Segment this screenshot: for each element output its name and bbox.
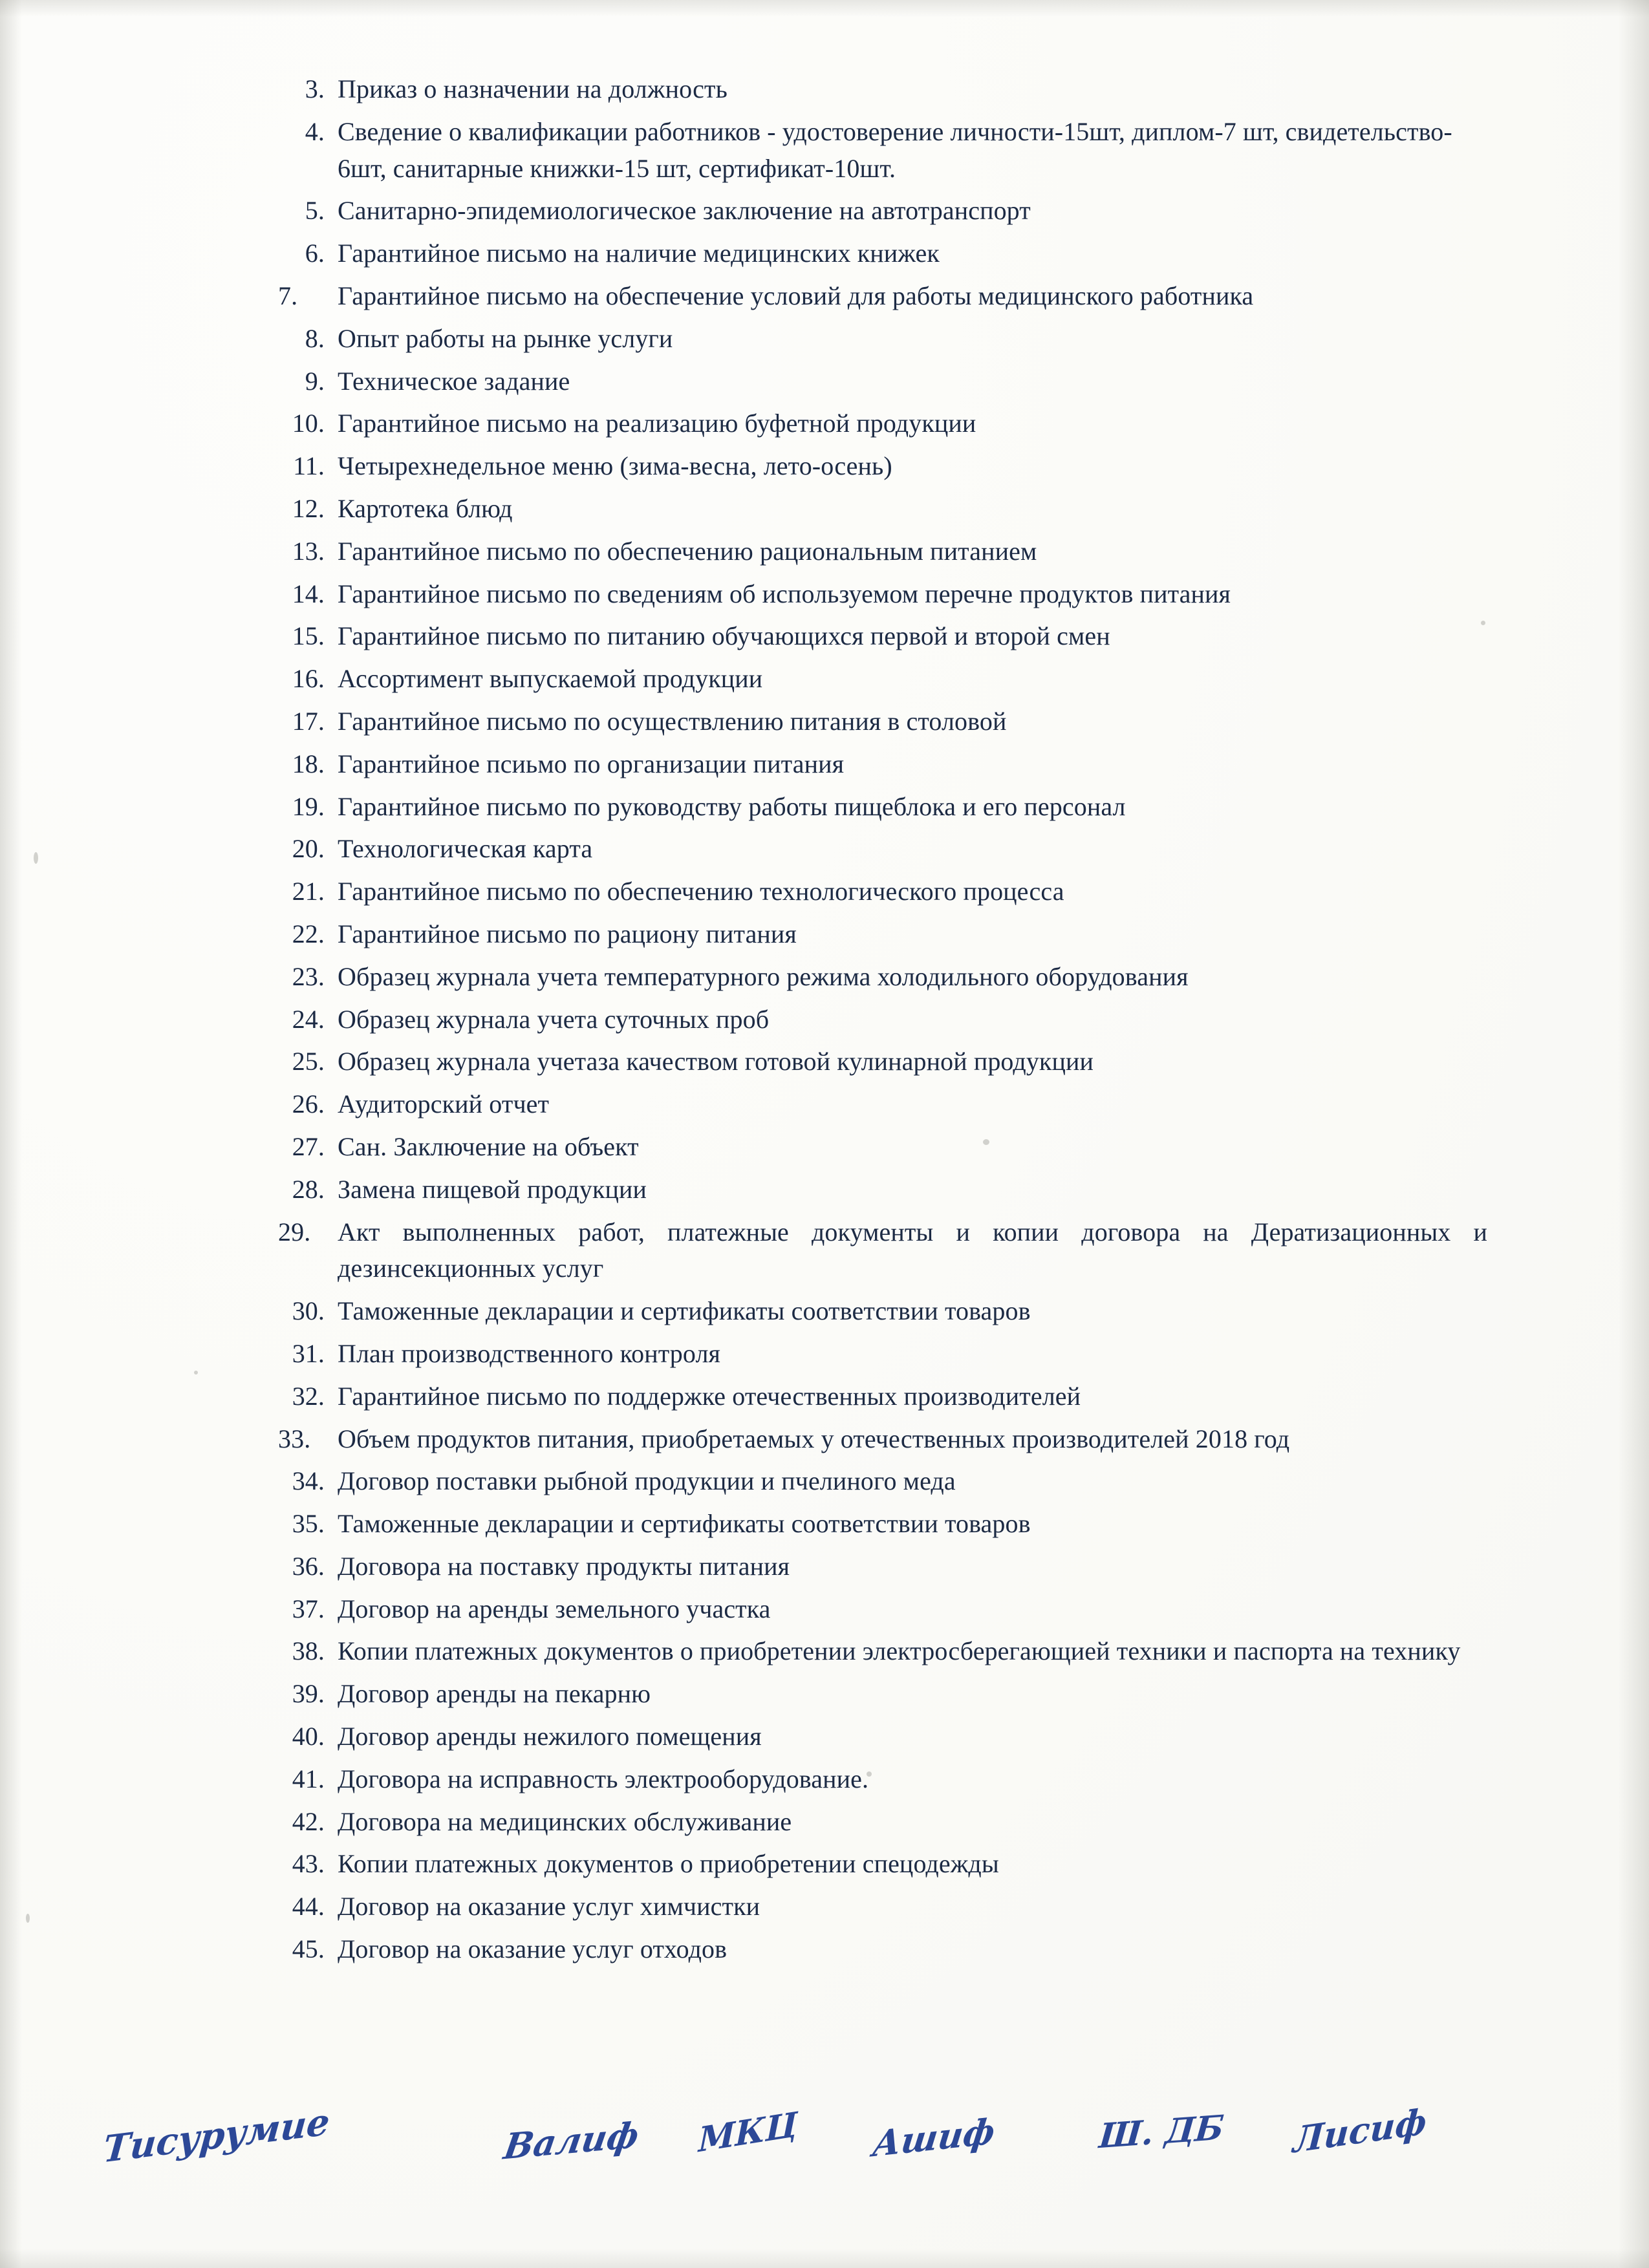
list-item bbox=[278, 321, 1487, 358]
list-item bbox=[278, 703, 1487, 740]
list-item-number: 17. bbox=[292, 706, 325, 736]
list-item-text: Договор на оказание услуг химчистки bbox=[338, 1892, 760, 1921]
list-item-number: 42. bbox=[292, 1806, 325, 1836]
list-item-number: 33. bbox=[278, 1424, 311, 1453]
list-item-number: 30. bbox=[292, 1296, 325, 1326]
list-item bbox=[278, 1548, 1487, 1585]
list-item-number: 6. bbox=[305, 239, 325, 268]
list-item-text: Техническое задание bbox=[338, 366, 570, 396]
list-item-text: Сан. Заключение на объект bbox=[338, 1131, 639, 1161]
list-item-number: 37. bbox=[292, 1594, 325, 1623]
signature-mark: МКЦ bbox=[698, 2104, 798, 2161]
list-item-number: 20. bbox=[292, 834, 325, 864]
list-item-text: Четырехнедельное меню (зима-весна, лето-осень) bbox=[338, 451, 892, 481]
list-item-text: Гарантийное письмо по сведениям об используемом перечне продуктов питания bbox=[338, 579, 1231, 608]
list-item-number: 5. bbox=[305, 196, 325, 226]
list-item bbox=[278, 1804, 1487, 1841]
list-item bbox=[278, 1633, 1487, 1670]
page-edge-shadow-top bbox=[0, 0, 1649, 17]
list-item-number: 45. bbox=[292, 1934, 325, 1964]
list-item bbox=[278, 363, 1487, 400]
list-item-text: Гарантийное письмо по руководству работы пищеблока и его персонал bbox=[338, 791, 1126, 821]
list-item bbox=[278, 1846, 1487, 1883]
list-item-text: Сведение о квалификации работников - удостоверение личности-15шт, диплом-7 шт, свидетельство- 6шт, санитарные книжки-15 шт, сертификат-10шт. bbox=[338, 116, 1452, 183]
list-item-text: Образец журнала учета суточных проб bbox=[338, 1004, 770, 1034]
list-item-text: Акт выполненных работ, платежные документы и копии договора на Дератизационных и дезинсекционных услуг bbox=[338, 1217, 1487, 1283]
list-item-number: 22. bbox=[292, 919, 325, 948]
list-item bbox=[278, 1043, 1487, 1080]
page-edge-shadow-right bbox=[1618, 0, 1649, 2268]
list-item-number: 27. bbox=[292, 1131, 325, 1161]
list-item-text: Договора на поставку продукты питания bbox=[338, 1551, 790, 1581]
list-item bbox=[278, 1761, 1487, 1798]
list-item-text: Опыт работы на рынке услуги bbox=[338, 323, 673, 353]
list-item-number: 32. bbox=[292, 1381, 325, 1411]
list-item bbox=[278, 618, 1487, 655]
list-item bbox=[278, 746, 1487, 783]
list-item-number: 23. bbox=[292, 961, 325, 991]
list-item bbox=[278, 114, 1487, 187]
signature-mark: Ш. ДБ bbox=[1097, 2108, 1226, 2157]
list-item-text: Образец журнала учетаза качеством готовой кулинарной продукции bbox=[338, 1047, 1094, 1076]
list-item bbox=[278, 448, 1487, 485]
list-item bbox=[278, 1378, 1487, 1415]
list-item-text: Копии платежных документов о приобретении электросберегающией техники и паспорта на технику bbox=[338, 1636, 1461, 1666]
scan-speck bbox=[26, 1914, 30, 1923]
list-item bbox=[278, 873, 1487, 910]
list-item-text: Объем продуктов питания, приобретаемых у отечественных производителей 2018 год bbox=[338, 1424, 1290, 1453]
list-item-number: 7. bbox=[278, 281, 298, 310]
scan-speck bbox=[34, 852, 38, 864]
list-item bbox=[278, 1888, 1487, 1925]
list-item-text: Таможенные декларации и сертификаты соответствии товаров bbox=[338, 1296, 1031, 1326]
page-edge-shadow-bottom bbox=[0, 2249, 1649, 2268]
numbered-document-list bbox=[278, 71, 1487, 1968]
list-item bbox=[278, 661, 1487, 698]
list-item bbox=[278, 1506, 1487, 1543]
list-item-text: Гарантийное письмо по питанию обучающихся первой и второй смен bbox=[338, 621, 1110, 651]
list-item-number: 40. bbox=[292, 1722, 325, 1751]
list-item-number: 4. bbox=[305, 116, 325, 146]
list-item bbox=[278, 831, 1487, 868]
page-edge-shadow-left bbox=[0, 0, 22, 2268]
list-item bbox=[278, 916, 1487, 953]
list-item-number: 15. bbox=[292, 621, 325, 651]
list-item-number: 18. bbox=[292, 749, 325, 778]
list-item-text: Договор поставки рыбной продукции и пчелиного меда bbox=[338, 1466, 956, 1496]
list-item-number: 8. bbox=[305, 323, 325, 353]
list-item bbox=[278, 1931, 1487, 1968]
scan-speck bbox=[194, 1371, 198, 1375]
list-item bbox=[278, 71, 1487, 108]
list-item bbox=[278, 1421, 1487, 1458]
list-item bbox=[278, 576, 1487, 613]
list-item bbox=[278, 1463, 1487, 1500]
list-item-text: Договор на аренды земельного участка bbox=[338, 1594, 771, 1623]
list-item-text: Договора на исправность электрооборудование. bbox=[338, 1764, 869, 1793]
list-item-text: Образец журнала учета температурного режима холодильного оборудования bbox=[338, 961, 1189, 991]
list-item-text: Таможенные декларации и сертификаты соответствии товаров bbox=[338, 1509, 1031, 1539]
list-item bbox=[278, 491, 1487, 528]
list-item-text: Договор на оказание услуг отходов bbox=[338, 1934, 727, 1964]
list-item-number: 26. bbox=[292, 1089, 325, 1119]
list-item bbox=[278, 533, 1487, 570]
list-item-number: 31. bbox=[292, 1338, 325, 1368]
list-item-number: 19. bbox=[292, 791, 325, 821]
signature-mark: Валиф bbox=[501, 2113, 642, 2168]
list-item-text: Договор аренды нежилого помещения bbox=[338, 1722, 762, 1751]
list-item-text: Гарантийное письмо по поддержке отечественных производителей bbox=[338, 1381, 1081, 1411]
list-item-number: 34. bbox=[292, 1466, 325, 1496]
list-item-text: Санитарно-эпидемиологическое заключение на автотранспорт bbox=[338, 196, 1031, 226]
list-item-number: 24. bbox=[292, 1004, 325, 1034]
list-item-text: Технологическая карта bbox=[338, 834, 593, 864]
list-item bbox=[278, 235, 1487, 272]
list-item-number: 16. bbox=[292, 664, 325, 694]
list-item-number: 11. bbox=[293, 451, 325, 481]
list-item-number: 28. bbox=[292, 1174, 325, 1204]
list-item-number: 9. bbox=[305, 366, 325, 396]
list-item-text: Приказ о назначении на должность bbox=[338, 74, 727, 103]
list-item-number: 13. bbox=[292, 536, 325, 566]
list-item-number: 36. bbox=[292, 1551, 325, 1581]
list-item-number: 35. bbox=[292, 1509, 325, 1539]
list-item bbox=[278, 1086, 1487, 1123]
list-item-text: Гарантийное письмо по осуществлению питания в столовой bbox=[338, 706, 1007, 736]
list-item bbox=[278, 1001, 1487, 1038]
list-item-number: 10. bbox=[292, 409, 325, 438]
list-item bbox=[278, 959, 1487, 996]
list-item-text: Гарантийное письмо на наличие медицинских книжек bbox=[338, 239, 940, 268]
list-item bbox=[278, 278, 1487, 315]
list-item bbox=[278, 1336, 1487, 1373]
list-item-number: 29. bbox=[278, 1217, 311, 1246]
list-item-number: 43. bbox=[292, 1849, 325, 1879]
list-item bbox=[278, 1171, 1487, 1208]
list-item bbox=[278, 1718, 1487, 1755]
list-item-number: 44. bbox=[292, 1892, 325, 1921]
list-item-text: Гарантийное псиьмо по организации питания bbox=[338, 749, 845, 778]
list-item-text: Ассортимент выпускаемой продукции bbox=[338, 664, 763, 694]
list-item bbox=[278, 1214, 1487, 1288]
list-item bbox=[278, 1129, 1487, 1166]
list-item-number: 21. bbox=[292, 877, 325, 906]
list-item-text: Гарантийное письмо по обеспечению технологического процесса bbox=[338, 877, 1064, 906]
signature-block bbox=[78, 2100, 1468, 2243]
list-item-text: Договор аренды на пекарню bbox=[338, 1679, 651, 1709]
list-item-number: 39. bbox=[292, 1679, 325, 1709]
list-item bbox=[278, 789, 1487, 826]
list-item bbox=[278, 1676, 1487, 1713]
list-item-number: 12. bbox=[292, 493, 325, 523]
signature-mark: Тисурумие bbox=[102, 2100, 332, 2172]
list-item-text: Аудиторский отчет bbox=[338, 1089, 550, 1119]
list-item-text: Гарантийное письмо на обеспечение условий для работы медицинского работника bbox=[338, 281, 1254, 310]
list-item-text: Гарантийное письмо по обеспечению рациональным питанием bbox=[338, 536, 1037, 566]
list-item bbox=[278, 1591, 1487, 1628]
list-item bbox=[278, 405, 1487, 442]
signature-mark: Ашиф bbox=[870, 2110, 998, 2165]
list-item-number: 41. bbox=[292, 1764, 325, 1793]
list-item-number: 3. bbox=[305, 74, 325, 103]
list-item-number: 25. bbox=[292, 1047, 325, 1076]
list-item bbox=[278, 1293, 1487, 1330]
document-body bbox=[278, 71, 1487, 1974]
list-item-number: 14. bbox=[292, 579, 325, 608]
list-item-text: Замена пищевой продукции bbox=[338, 1174, 647, 1204]
list-item-text: Гарантийное письмо на реализацию буфетной продукции bbox=[338, 409, 976, 438]
list-item-number: 38. bbox=[292, 1636, 325, 1666]
signature-mark: Лисиф bbox=[1291, 2100, 1428, 2161]
list-item-text: Договора на медицинских обслуживание bbox=[338, 1806, 792, 1836]
list-item bbox=[278, 193, 1487, 230]
list-item-text: Гарантийное письмо по рациону питания bbox=[338, 919, 797, 948]
list-item-text: Картотека блюд bbox=[338, 493, 513, 523]
list-item-text: План производственного контроля bbox=[338, 1338, 721, 1368]
list-item-text: Копии платежных документов о приобретении спецодежды bbox=[338, 1849, 999, 1879]
